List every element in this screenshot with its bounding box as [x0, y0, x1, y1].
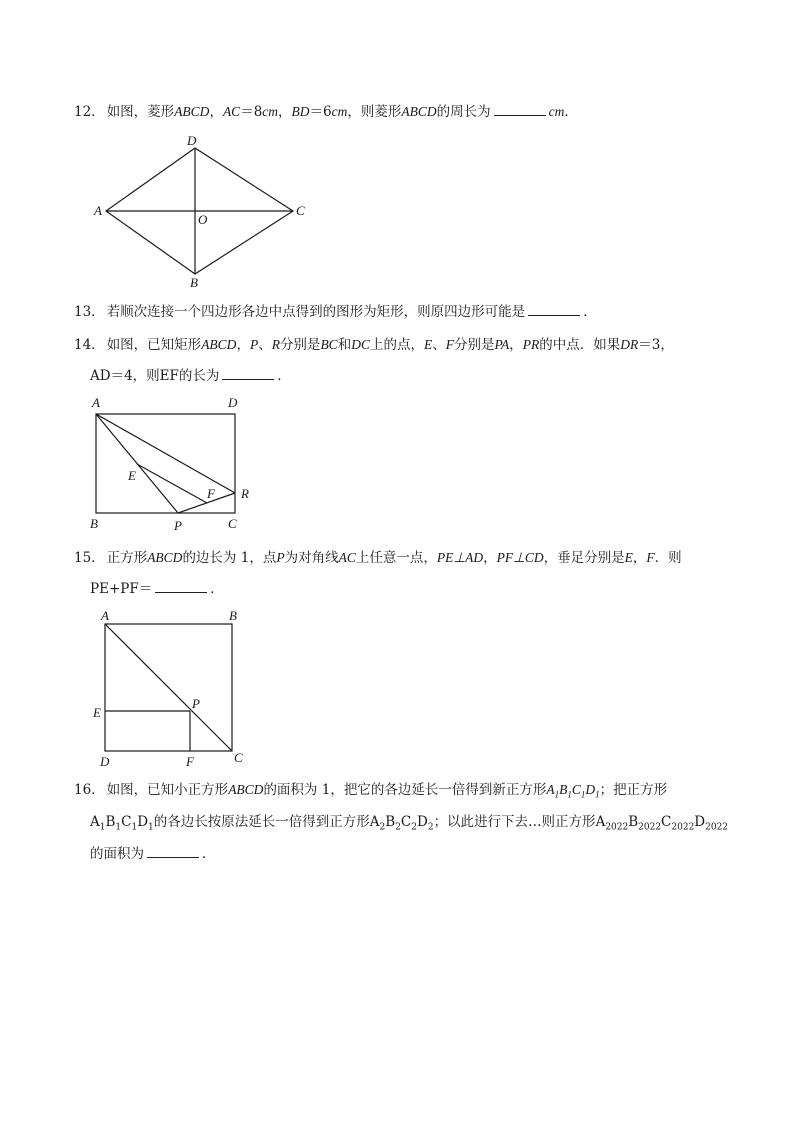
figure-q15-square — [92, 608, 243, 769]
q14-ef: EF — [159, 368, 179, 384]
question-number: 13． — [74, 304, 105, 320]
q14-pr: PR — [522, 337, 540, 352]
label-d: D — [100, 754, 110, 769]
sq-letter: A — [369, 814, 380, 830]
sq-index: 2022 — [605, 822, 629, 833]
question-number: 15． — [74, 550, 105, 566]
q16-text: 的面积为 — [90, 846, 144, 862]
q14-e: E — [423, 337, 433, 352]
segment-ef — [137, 464, 207, 503]
q12-abcd: ABCD — [401, 104, 437, 119]
q14-text: 和 — [337, 337, 352, 353]
label-e: E — [128, 468, 136, 483]
q16-text: ；以此进行下去…则正方形 — [433, 814, 596, 830]
q16-text: 的各边长按原法延长一倍得到正方形 — [153, 814, 370, 830]
diagonal-ac — [105, 624, 232, 751]
label-c: C — [234, 750, 243, 765]
label-c: C — [296, 203, 305, 218]
label-b: B — [190, 275, 198, 290]
sq-index: 2 — [411, 822, 417, 833]
q15-text: 上任意一点， — [355, 550, 437, 566]
sq-letter: A — [90, 814, 100, 830]
q15-p: P — [276, 550, 285, 565]
q14-text: 上的点， — [369, 337, 424, 353]
question-16-line-3 — [90, 844, 216, 864]
label-p: P — [174, 518, 182, 533]
label-r: R — [241, 486, 249, 501]
sq-index: 2022 — [705, 822, 729, 833]
square-a2022b2022c2022d2022 — [595, 814, 729, 833]
q16-end: ． — [202, 846, 216, 862]
q14-text: 分别是 — [453, 337, 495, 353]
question-15 — [74, 548, 682, 568]
q15-text: 的边长为 1，点 — [182, 550, 277, 566]
q15-text: ．则 — [654, 550, 682, 566]
label-d: D — [187, 133, 197, 148]
q12-sep: ， — [209, 104, 223, 120]
question-number: 14． — [74, 337, 105, 353]
sq-letter: D — [694, 814, 706, 830]
label-a: A — [101, 608, 109, 623]
sq-letter: C — [661, 814, 672, 830]
answer-blank[interactable] — [222, 367, 274, 380]
sq-index: 1 — [148, 822, 154, 833]
q15-text: ＝ — [138, 581, 153, 597]
q15-end: ． — [210, 581, 224, 597]
sq-letter: D — [137, 814, 149, 830]
q12-cm: cm — [262, 104, 279, 119]
q14-text: 如图，已知矩形 — [106, 337, 202, 353]
q14-bc: BC — [320, 337, 338, 352]
q12-unit: cm — [548, 104, 565, 119]
square-a1b1c1d1 — [90, 814, 154, 833]
q14-text: 、 — [258, 337, 272, 353]
question-16-line-2 — [90, 812, 728, 838]
q15-text: ， — [632, 550, 647, 566]
sq-index: 2 — [395, 822, 401, 833]
sq-index: 1 — [131, 822, 138, 833]
q14-text: ， — [509, 337, 523, 353]
sq-letter: A — [546, 782, 555, 797]
sq-letter: C — [121, 814, 132, 830]
sq-index: 1 — [567, 789, 572, 800]
q14-text: ， — [236, 337, 250, 353]
q14-text: ＝3， — [638, 337, 674, 353]
segment-pa — [96, 414, 178, 513]
question-14 — [74, 335, 674, 355]
q14-pa: PA — [494, 337, 510, 352]
q16-text: ；把正方形 — [599, 782, 668, 798]
question-13 — [74, 302, 597, 322]
q15-pe-pf: PE+PF — [90, 581, 139, 597]
q12-eq: ＝8 — [240, 104, 263, 120]
q15-f: F — [646, 550, 655, 565]
sq-index: 1 — [595, 789, 600, 800]
sq-letter: A — [595, 814, 606, 830]
q14-text: ＝4，则 — [110, 368, 160, 384]
sq-index: 1 — [115, 822, 122, 833]
sq-letter: B — [559, 782, 568, 797]
label-a: A — [94, 203, 102, 218]
q15-text: ， — [483, 550, 497, 566]
label-b: B — [229, 608, 237, 623]
q12-text: 的周长为 — [436, 104, 491, 120]
label-p: P — [192, 696, 200, 711]
sq-index: 2 — [427, 822, 434, 833]
q16-text: 的面积为 1，把它的各边延长一倍得到新正方形 — [263, 782, 547, 798]
answer-blank[interactable] — [147, 845, 199, 858]
q12-eq: ＝6 — [309, 104, 332, 120]
sq-letter: C — [571, 782, 581, 797]
sq-index: 2 — [379, 822, 386, 833]
q14-text: 的中点．如果 — [539, 337, 621, 353]
q15-ac: AC — [338, 550, 356, 565]
label-c: C — [228, 516, 237, 531]
sq-letter: B — [385, 814, 396, 830]
q15-text: 正方形 — [106, 550, 148, 566]
sq-index: 1 — [580, 789, 586, 800]
square-a2b2c2d2 — [369, 814, 434, 833]
q12-ac: AC — [222, 104, 241, 119]
q14-text: 、 — [432, 337, 446, 353]
label-o: O — [198, 212, 208, 227]
label-a: A — [92, 395, 100, 410]
q12-text: ，则菱形 — [347, 104, 402, 120]
q14-ad: AD — [90, 368, 111, 384]
q14-text: 分别是 — [279, 337, 321, 353]
q14-abcd: ABCD — [201, 337, 237, 352]
q15-text: ，垂足分别是 — [543, 550, 625, 566]
sq-letter: D — [585, 782, 596, 797]
q12-bd: BD — [291, 104, 310, 119]
sq-letter: B — [628, 814, 639, 830]
question-14-line-2 — [90, 366, 291, 386]
q14-p: P — [249, 337, 259, 352]
q15-pf-cd: PF⊥CD — [496, 550, 544, 565]
label-e: E — [93, 705, 101, 720]
q14-f: F — [445, 337, 454, 352]
q14-end: ． — [277, 368, 291, 384]
question-15-line-2 — [90, 579, 224, 599]
q14-dc: DC — [351, 337, 370, 352]
question-number: 12． — [74, 104, 105, 120]
q12-cm: cm — [331, 104, 348, 119]
q14-r: R — [271, 337, 280, 352]
label-f: F — [207, 486, 215, 501]
segment-ar — [96, 414, 235, 493]
q15-pe-ad: PE⊥AD — [436, 550, 484, 565]
square-a1b1c1d1 — [546, 782, 600, 800]
answer-blank[interactable] — [155, 580, 207, 593]
q16-abcd: ABCD — [228, 782, 264, 797]
sq-index: 1 — [554, 789, 560, 800]
question-16 — [74, 780, 667, 805]
q12-abcd: ABCD — [174, 104, 210, 119]
sq-index: 1 — [99, 822, 106, 833]
answer-blank[interactable] — [528, 303, 580, 316]
sq-index: 2022 — [638, 822, 662, 833]
question-number: 16． — [74, 782, 105, 798]
sq-letter: D — [417, 814, 428, 830]
q16-text: 如图，已知小正方形 — [106, 782, 229, 798]
figure-q14-rectangle — [90, 395, 249, 533]
q13-text: 若顺次连接一个四边形各边中点得到的图形为矩形，则原四边形可能是 — [106, 304, 526, 320]
sq-letter: C — [400, 814, 412, 830]
q13-end: ． — [583, 304, 597, 320]
q12-text: 如图，菱形 — [106, 104, 175, 120]
label-d: D — [228, 395, 238, 410]
q12-end: ． — [564, 104, 578, 120]
q15-e: E — [624, 550, 633, 565]
q14-dr: DR — [620, 337, 639, 352]
label-f: F — [186, 754, 194, 769]
q15-text: 为对角线 — [284, 550, 339, 566]
q14-text: 的长为 — [178, 368, 220, 384]
sq-index: 2022 — [671, 822, 695, 833]
sq-letter: B — [105, 814, 116, 830]
q15-abcd: ABCD — [147, 550, 183, 565]
label-b: B — [90, 516, 98, 531]
q12-sep: ， — [278, 104, 292, 120]
